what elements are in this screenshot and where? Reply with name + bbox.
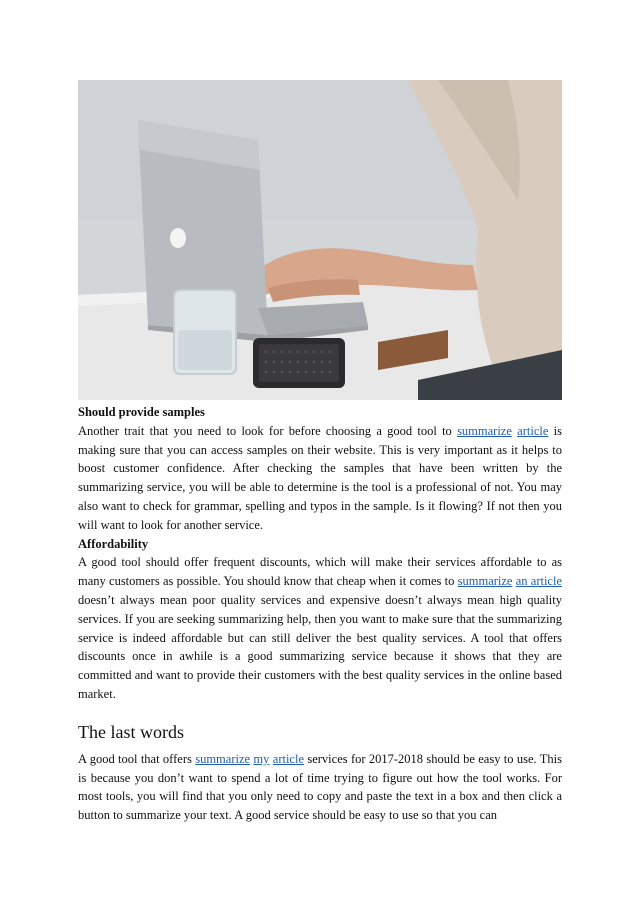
section-last-words xyxy=(78,750,562,825)
heading-the-last-words: The last words xyxy=(78,721,184,742)
link-summarize-3[interactable]: summarize xyxy=(195,751,251,766)
link-article[interactable]: article xyxy=(517,423,549,438)
heading-should-provide-samples: Should provide samples xyxy=(78,405,205,419)
apple-logo xyxy=(170,228,186,248)
last-words-text-1: A good tool that offers xyxy=(78,751,196,766)
article-body xyxy=(78,403,562,825)
samples-text-1: Another trait that you need to look for before choosing a good tool to xyxy=(78,423,458,438)
link-article-2[interactable]: article xyxy=(272,751,304,766)
samples-text-2: is making sure that you can access samples on their website. This is very important as it helps to boost customer confidence. After checking the samples that have been written by the summarizing service, you will be able to determine is the tool is a professional of not. You may also want to check for grammar, spelling and typos in the sample. Is it flowing? If not then you will want to look for another service. xyxy=(78,423,562,532)
link-an-article[interactable]: an article xyxy=(515,574,563,589)
affordability-text-1: A good tool should offer frequent discounts, which will make their services affordable to as many customers as possible. You should know that cheap when it comes to xyxy=(78,555,562,589)
hero-photo xyxy=(78,80,562,400)
link-summarize-2[interactable]: summarize xyxy=(457,574,513,589)
section-samples xyxy=(78,403,562,704)
link-my[interactable]: my xyxy=(253,751,270,766)
heading-affordability: Affordability xyxy=(78,536,149,551)
laptop-photo-illustration xyxy=(78,80,562,400)
link-summarize[interactable]: summarize xyxy=(457,423,512,438)
affordability-text-2: doesn’t always mean poor quality services and expensive doesn’t always mean high quality services. If you are seeking summarizing help, then you want to make sure that the summarizing service is indeed affordable but can still deliver the best quality services. A tool that offers discounts once in awhile is a good summarizing service because it shows that they are committed and want to provide their customers with the best quality services in the online based market. xyxy=(78,592,562,701)
last-words-text-2: services for 2017-2018 should be easy to use. This is because you don’t want to spend a lot of time trying to figure out how the tool works. For most tools, you will find that you only need to copy and paste the text in a box and then click a button to summarize your text. A good service should be easy to use so that you can xyxy=(78,751,563,823)
